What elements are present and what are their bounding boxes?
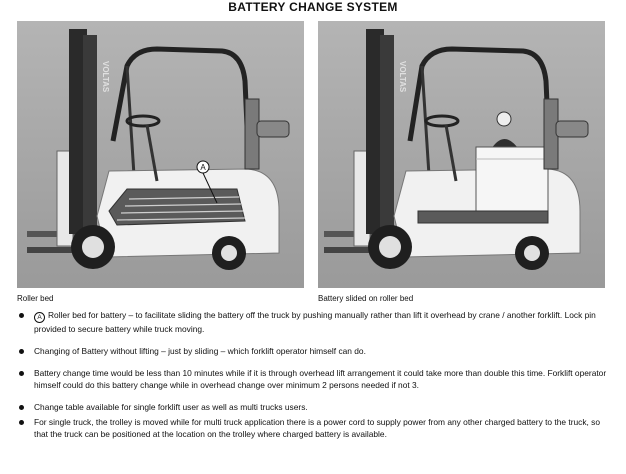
- bullet-icon: [19, 405, 24, 410]
- svg-text:A: A: [200, 163, 206, 172]
- voltas-brand-mark: [101, 61, 110, 93]
- circle-a-icon: A: [34, 312, 45, 323]
- battery-slided-caption: Battery slided on roller bed: [318, 294, 414, 303]
- bullet-icon: [19, 371, 24, 376]
- battery-slided-photo: [318, 21, 605, 288]
- list-item: [17, 309, 609, 335]
- forklift-roller-bed-photo: [17, 21, 304, 288]
- list-item-text: Changing of Battery without lifting – just by sliding – which forklift operator himself can do.: [34, 346, 366, 356]
- feature-list: [17, 309, 609, 440]
- list-item-text: For single truck, the trolley is moved while for multi truck application there is a power cord to supply power from any other charged battery to the truck, so that the truck can be positioned at the location on the trolley where charged battery is available.: [34, 417, 601, 439]
- svg-text:VOLTAS: VOLTAS: [398, 61, 407, 93]
- list-item: [17, 345, 609, 357]
- list-item-text: Battery change time would be less than 10 minutes while if it is through overhead lift arrangement it could take more than double this time. Forklift operator himself could do this battery change while in overhead change over minimum 2 persons needed if not 3.: [34, 368, 607, 390]
- bullet-icon: [19, 313, 24, 318]
- bullet-icon: [19, 420, 24, 425]
- voltas-brand-mark: [398, 61, 407, 93]
- bullet-icon: [19, 349, 24, 354]
- svg-text:VOLTAS: VOLTAS: [101, 61, 110, 93]
- list-item: [17, 401, 609, 413]
- list-item-text: Change table available for single forklift user as well as multi trucks users.: [34, 402, 308, 412]
- list-item: [17, 367, 609, 391]
- roller-bed-caption: Roller bed: [17, 294, 54, 303]
- page-title: BATTERY CHANGE SYSTEM: [228, 0, 398, 14]
- list-item-text: Roller bed for battery – to facilitate sliding the battery off the truck by pushing manually rather than lift it overhead by crane / another forklift. Lock pin provided to secure battery while truck moving.: [34, 310, 596, 334]
- list-item: [17, 416, 609, 440]
